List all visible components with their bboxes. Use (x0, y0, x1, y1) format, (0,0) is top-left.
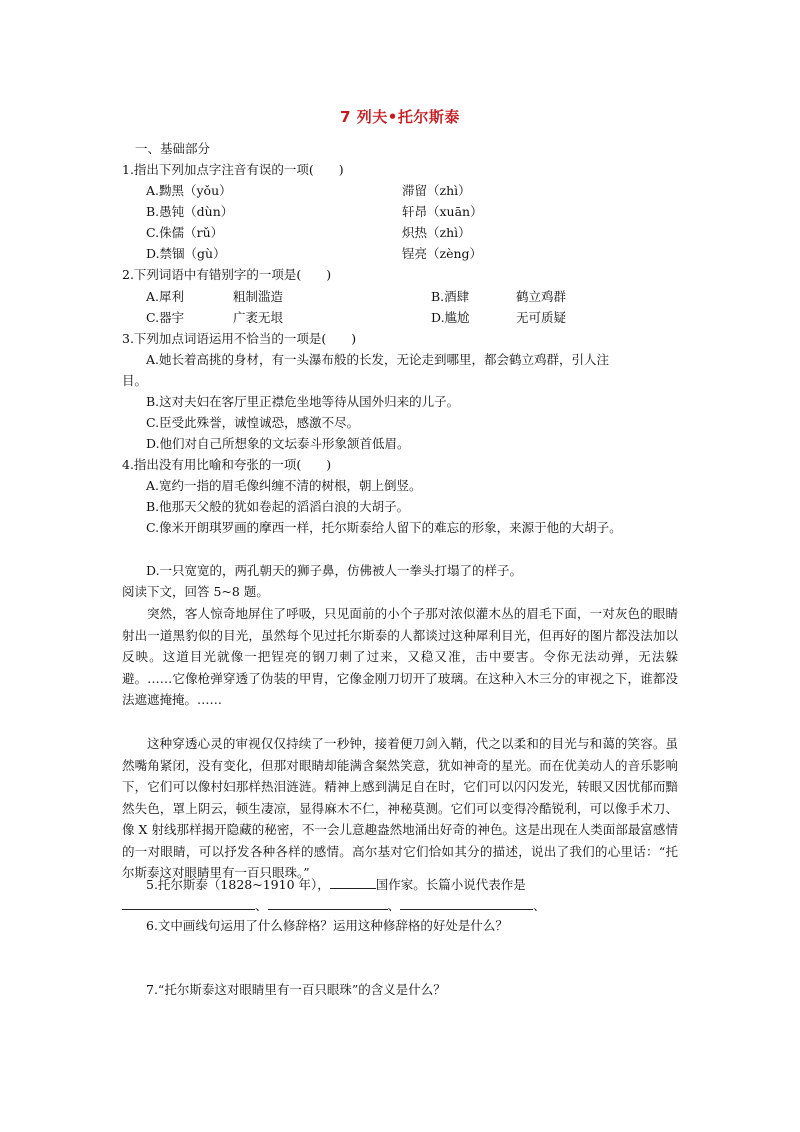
q3-stem: 3.下列加点词语运用不恰当的一项是( ) (122, 331, 357, 346)
q1-option-c2: 炽热（zhì） (402, 225, 471, 240)
q4-option-b: B.他那天父般的犹如卷起的滔滔白浪的大胡子。 (146, 499, 410, 514)
q5-blank-novel-1[interactable] (122, 897, 255, 910)
q1-option-d2: 锃亮（zèng） (402, 246, 483, 261)
q1-option-a: A.黝黑（yǒu） (146, 183, 232, 198)
q2-stem: 2.下列词语中有错别字的一项是( ) (122, 267, 332, 282)
q4-option-a: A.宽约一指的眉毛像纠缠不清的树根，朝上倒竖。 (146, 478, 422, 493)
q3-option-a: A.她长着高挑的身材，有一头瀑布般的长发，无论走到哪里，都会鹤立鸡群，引人注 (146, 352, 610, 367)
q2-option-b2: 鹤立鸡群 (516, 289, 567, 304)
q5-separator-2: 、 (387, 898, 401, 913)
q5-line-2 (122, 897, 546, 914)
q1-option-a2: 滞留（zhì） (402, 183, 471, 198)
q4-option-d: D.一只宽宽的，两孔朝天的狮子鼻，仿佛被人一拳头打塌了的样子。 (146, 563, 523, 578)
q2-option-d2: 无可质疑 (516, 310, 567, 325)
section-heading: 一、基础部分 (135, 141, 211, 156)
q4-stem: 4.指出没有用比喻和夸张的一项( ) (122, 457, 332, 472)
q5-line-1 (146, 876, 526, 893)
reading-intro: 阅读下文，回答 5~8 题。 (122, 584, 269, 599)
q3-option-a-continued: 目。 (122, 373, 148, 388)
q5-blank-novel-2[interactable] (268, 897, 388, 910)
q2-option-c: C.器宇 (146, 310, 185, 325)
q5-blank-country[interactable] (330, 876, 376, 889)
q5-separator-3: 、 (533, 898, 546, 913)
q2-option-b: B.酒肆 (431, 289, 470, 304)
q5-part-2: 国作家。长篇小说代表作是 (375, 877, 526, 892)
q7-stem: 7.“托尔斯泰这对眼睛里有一百只眼珠”的含义是什么？ (146, 982, 446, 997)
q2-option-a: A.犀利 (146, 289, 185, 304)
q1-option-b: B.愚钝（dùn） (146, 204, 234, 219)
q5-separator-1: 、 (255, 898, 268, 913)
q1-option-d: D.禁锢（gù） (146, 246, 226, 261)
q3-option-b: B.这对夫妇在客厅里正襟危坐地等待从国外归来的儿子。 (146, 394, 460, 409)
q2-option-a2: 粗制滥造 (233, 289, 284, 304)
q2-option-d: D.尴尬 (431, 310, 470, 325)
q1-option-b2: 轩昂（xuān） (402, 204, 483, 219)
q6-stem: 6.文中画线句运用了什么修辞格？运用这种修辞格的好处是什么？ (146, 918, 508, 933)
q1-stem: 1.指出下列加点字注音有误的一项( ) (122, 162, 344, 177)
passage-paragraph-1: 突然，客人惊奇地屏住了呼吸，只见面前的小个子那对浓似灌木丛的眉毛下面，一对灰色的眼睛射出一道黑豹似的目光，虽然每个见过托尔斯泰的人都谈过这种犀利目光，但再好的图片都没法加以反映。这道目光就像一把锃亮的钢刀刺了过来，又稳又准，击中要害。令你无法动弹，无法躲避。……它像枪弹穿透了伪装的甲胄，它像金刚刀切开了玻璃。在这种入木三分的审视之下，谁都没法遮遮掩掩。…… (122, 606, 678, 707)
q4-option-c: C.像米开朗琪罗画的摩西一样，托尔斯泰给人留下的难忘的形象，来源于他的大胡子。 (146, 520, 622, 535)
q2-option-c2: 广袤无垠 (233, 310, 284, 325)
q3-option-c: C.臣受此殊誉，诚惶诚恐，感激不尽。 (146, 415, 360, 430)
passage-paragraph-2: 这种穿透心灵的审视仅仅持续了一秒钟，接着便刀剑入鞘，代之以柔和的目光与和蔼的笑容。虽然嘴角紧闭，没有变化，但那对眼睛却能满含粲然笑意，犹如神奇的星光。而在优美动人的音乐影响下，它们可以像村妇那样热泪涟涟。精神上感到满足自在时，它们可以闪闪发光，转眼又因忧郁而黯然失色，罩上阴云，顿生凄凉，显得麻木不仁，神秘莫测。它们可以变得冷酷锐利，可以像手术刀、像 X 射线那样揭开隐藏的秘密，不一会儿意趣盎然地涌出好奇的神色。这是出现在人类面部最富感情的一对眼睛，可以抒发各种各样的感情。高尔基对它们恰如其分的描述，说出了我们的心里话：“托尔斯泰这对眼睛里有一百只眼珠。” (122, 736, 678, 880)
q5-part-1: 5.托尔斯泰（1828~1910 年）， (146, 877, 330, 892)
q1-option-c: C.侏儒（rǔ） (146, 225, 224, 240)
q3-option-d: D.他们对自己所想象的文坛泰斗形象颔首低眉。 (146, 436, 410, 451)
q5-blank-novel-3[interactable] (400, 897, 533, 910)
page-title: 7 列夫•托尔斯泰 (340, 108, 460, 126)
